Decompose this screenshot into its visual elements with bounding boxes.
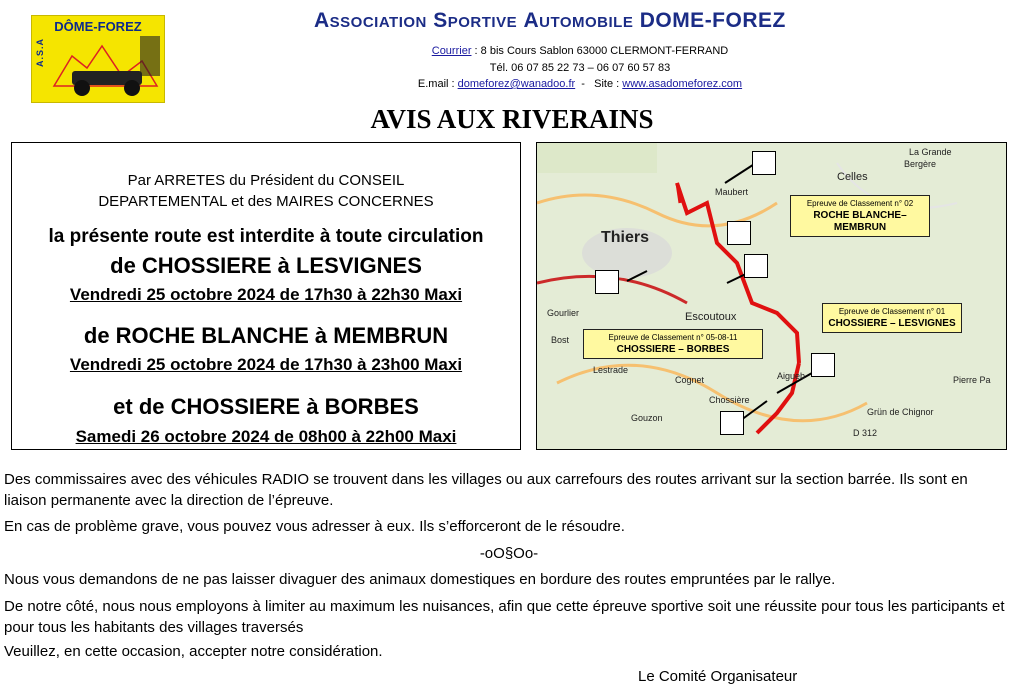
place-bergere: Bergère xyxy=(904,159,937,169)
place-grun: Grün de Chignor xyxy=(867,407,934,417)
place-escoutoux: Escoutoux xyxy=(685,311,737,323)
stage-05-name: CHOSSIERE – BORBES xyxy=(616,344,730,355)
title-word-1: Association xyxy=(314,9,427,32)
map-background xyxy=(537,143,1006,449)
stage-02-tag xyxy=(790,195,930,237)
paragraph-3: Nous vous demandons de ne pas laisser divaguer des animaux domestiques en bordure des routes empruntées par le rallye. xyxy=(4,571,836,588)
date-3: Samedi 26 octobre 2024 de 08h00 à 22h00 Maxi xyxy=(75,427,457,446)
stage-01-name: CHOSSIERE – LESVIGNES xyxy=(828,318,956,329)
flag-marker-3 xyxy=(744,254,768,278)
flag-marker-6 xyxy=(720,411,744,435)
stage-01-sub: Epreuve de Classement n° 01 xyxy=(838,307,946,316)
email-label: E.mail : xyxy=(417,78,458,90)
logo-text: DÔME-FOREZ xyxy=(54,19,142,34)
association-title xyxy=(314,9,874,33)
flag-marker-5 xyxy=(811,353,835,377)
paragraph-2: En cas de problème grave, vous pouvez vous adresser à eux. Ils s’efforceront de le résoudre. xyxy=(4,518,625,535)
place-gouzon: Gouzon xyxy=(631,413,663,423)
site-link[interactable]: www.asadomeforez.com xyxy=(622,78,743,90)
courrier-address: : 8 bis Cours Sablon 63000 CLERMONT-FERRAND xyxy=(471,45,729,57)
asa-logo xyxy=(31,15,165,103)
date-1: Vendredi 25 octobre 2024 de 17h30 à 22h30 Maxi xyxy=(69,285,463,304)
flag-marker-4 xyxy=(595,270,619,294)
route-2: de ROCHE BLANCHE à MEMBRUN xyxy=(83,323,449,348)
route-1: de CHOSSIERE à LESVIGNES xyxy=(110,253,422,278)
stage-02-sub: Epreuve de Classement n° 02 xyxy=(806,199,914,208)
place-grande: La Grande xyxy=(909,147,952,157)
separator: -oO§Oo- xyxy=(479,545,539,562)
title-word-3: Automobile xyxy=(523,9,634,32)
intro-line-1: Par ARRETES du Président du CONSEIL xyxy=(127,172,405,189)
stage-05-sub: Epreuve de Classement n° 05-08-11 xyxy=(608,333,738,342)
place-bost: Bost xyxy=(551,335,570,345)
place-cognet: Cognet xyxy=(675,375,705,385)
paragraph-1: Des commissaires avec des véhicules RADIO se trouvent dans les villages ou aux carrefours des routes arrivant sur la section barrée. Ils sont en liaison permanente avec la direction de l’épreuve. xyxy=(4,471,968,509)
page-title: AVIS AUX RIVERAINS xyxy=(370,104,654,134)
flag-marker-2 xyxy=(727,221,751,245)
courrier-label: Courrier xyxy=(431,45,472,57)
email-link[interactable]: domeforez@wanadoo.fr xyxy=(457,78,576,90)
race-car-icon xyxy=(32,16,164,102)
stage-02-name: ROCHE BLANCHE– MEMBRUN xyxy=(813,210,907,233)
place-pierre: Pierre Pa xyxy=(953,375,991,385)
flag-marker-1 xyxy=(752,151,776,175)
paragraph-4: De notre côté, nous nous employons à limiter au maximum les nuisances, afin que cette épreuve sportive soit une réussite pour tous les participants et pour tous les habitants des villages traversés xyxy=(4,598,1005,636)
route-3: et de CHOSSIERE à BORBES xyxy=(113,394,419,419)
place-d312: D 312 xyxy=(853,428,878,438)
phone-line: Tél. 06 07 85 22 73 – 06 07 60 57 83 xyxy=(489,62,671,74)
date-2: Vendredi 25 octobre 2024 de 17h30 à 23h00 Maxi xyxy=(69,355,463,374)
site-label: - Site : xyxy=(575,78,623,90)
address-line xyxy=(300,45,860,57)
place-thiers: Thiers xyxy=(601,229,650,246)
title-name: DOME-FOREZ xyxy=(639,9,786,32)
closure-notice xyxy=(11,142,521,450)
intro-line-2: DEPARTEMENTAL et des MAIRES CONCERNES xyxy=(98,193,434,210)
place-aigueb: Aigueb xyxy=(777,371,806,381)
contact-line xyxy=(300,78,860,90)
paragraph-5: Veuillez, en cette occasion, accepter notre considération. xyxy=(4,643,383,660)
place-celles: Celles xyxy=(837,171,868,183)
place-gourlier: Gourlier xyxy=(547,308,580,318)
stage-01-tag xyxy=(822,303,962,333)
stage-05-tag xyxy=(583,329,763,359)
place-maubert: Maubert xyxy=(715,187,749,197)
place-lestrade: Lestrade xyxy=(593,365,629,375)
place-chossiere: Chossière xyxy=(709,395,750,405)
logo-asa: A.S.A xyxy=(35,38,45,68)
route-map xyxy=(536,142,1007,450)
interdiction-line: la présente route est interdite à toute circulation xyxy=(48,226,484,247)
title-word-2: Sportive xyxy=(433,9,518,32)
signature: Le Comité Organisateur xyxy=(638,668,798,685)
